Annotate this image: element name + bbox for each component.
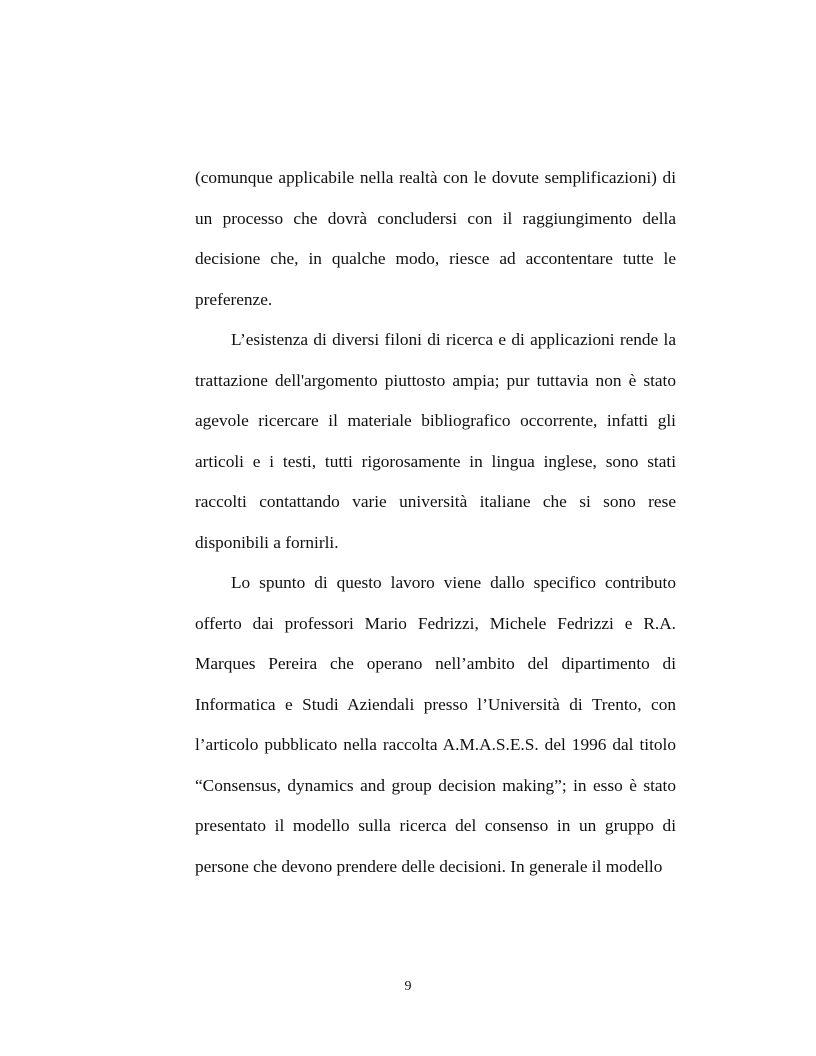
paragraph-research-scope: L’esistenza di diversi filoni di ricerca e di applicazioni rende la trattazione dell'argomento piuttosto ampia; pur tuttavia non è stato agevole ricercare il materiale bibliografico occorrente, infatti gli articoli e i testi, tutti rigorosamente in lingua inglese, sono stati raccolti contattando varie università italiane che si sono rese disponibili a fornirli.	[195, 330, 676, 552]
page-number: 9	[404, 979, 412, 994]
body-text	[195, 158, 676, 887]
paragraph-continuation: (comunque applicabile nella realtà con le dovute semplificazioni) di un processo che dovrà concludersi con il raggiungimento della decisione che, in qualche modo, riesce ad accontentare tutte le preferenze.	[195, 168, 676, 309]
paragraph-work-origin: Lo spunto di questo lavoro viene dallo specifico contributo offerto dai professori Mario Fedrizzi, Michele Fedrizzi e R.A. Marques Pereira che operano nell’ambito del dipartimento di Informatica e Studi Aziendali presso l’Università di Trento, con l’articolo pubblicato nella raccolta A.M.A.S.E.S. del 1996 dal titolo “Consensus, dynamics and group decision making”; in esso è stato presentato il modello sulla ricerca del consenso in un gruppo di persone che devono prendere delle decisioni. In generale il modello	[195, 573, 676, 876]
